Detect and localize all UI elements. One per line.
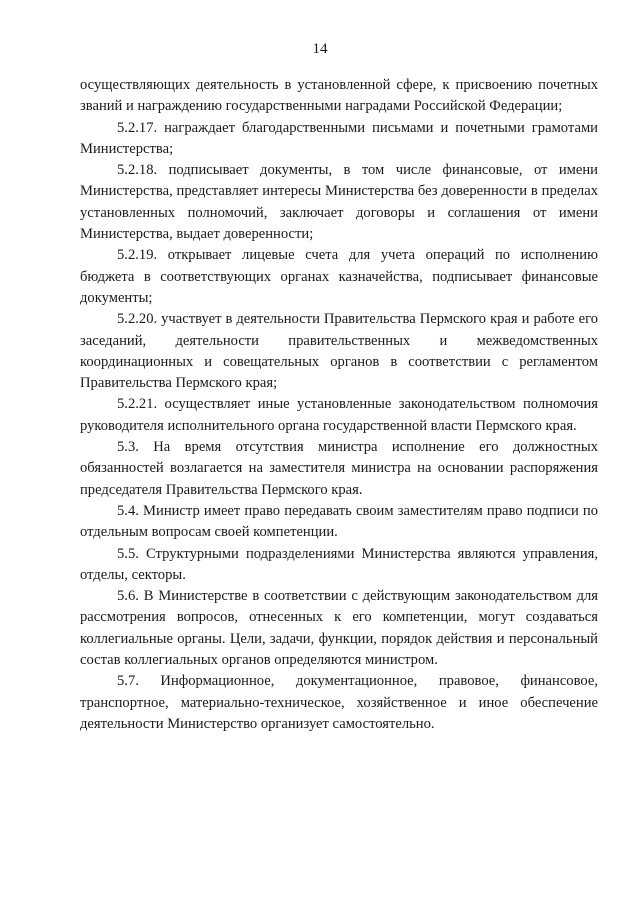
paragraph-5-5: 5.5. Структурными подразделениями Министерства являются управления, отделы, секторы. (80, 545, 598, 583)
paragraph-5-2-19: 5.2.19. открывает лицевые счета для учета операций по исполнению бюджета в соответствующих органах казначейства, подписывает финансовые документы; (80, 247, 598, 306)
paragraph-5-2-20: 5.2.20. участвует в деятельности Правительства Пермского края и работе его заседаний, деятельности правительственных и межведомственных координационных и совещательных органов в соответствии с регламентом Правительства Пермского края; (80, 311, 598, 392)
paragraph-5-2-18: 5.2.18. подписывает документы, в том числе финансовые, от имени Министерства, представляет интересы Министерства без доверенности в пределах установленных полномочий, заключает договоры и соглашения от имени Министерства, выдает доверенности; (80, 162, 598, 243)
document-body (80, 75, 598, 735)
paragraph-5-4: 5.4. Министр имеет право передавать своим заместителям право подписи по отдельным вопросам своей компетенции. (80, 502, 598, 541)
paragraph-5-6: 5.6. В Министерстве в соответствии с действующим законодательством для рассмотрения вопросов, отнесенных к его компетенции, могут создаваться коллегиальные органы. Цели, задачи, функции, порядок действия и персональный состав коллегиальных органов определяются министром. (80, 588, 598, 669)
page-number: 14 (312, 41, 328, 57)
paragraph-5-2-17: 5.2.17. награждает благодарственными письмами и почетными грамотами Министерства; (80, 119, 598, 157)
paragraph-5-3: 5.3. На время отсутствия министра исполнение его должностных обязанностей возлагается на заместителя министра на основании распоряжения председателя Правительства Пермского края. (80, 439, 598, 498)
paragraph-continuation: осуществляющих деятельность в установленной сфере, к присвоению почетных званий и награждению государственными наградами Российской Федерации; (80, 77, 598, 115)
paragraph-5-2-21: 5.2.21. осуществляет иные установленные законодательством полномочия руководителя исполнительного органа государственной власти Пермского края. (80, 396, 598, 434)
paragraph-5-7: 5.7. Информационное, документационное, правовое, финансовое, транспортное, материально-техническое, хозяйственное и иное обеспечение деятельности Министерство организует самостоятельно. (80, 673, 598, 732)
